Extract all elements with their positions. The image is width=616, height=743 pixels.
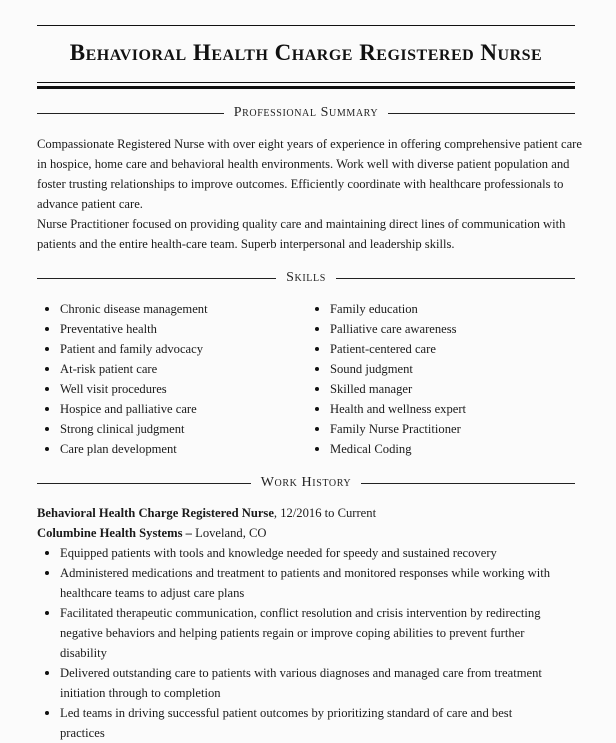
skill-item: Chronic disease management bbox=[37, 299, 307, 319]
summary-paragraph: Compassionate Registered Nurse with over eight years of experience in offering comprehensive patient care in hospice, home care and behavioral health environments. Work well with diverse patient population and foster trusting relationships to improve outcomes. Efficiently coordinate with healthcare professionals to advance patient care. bbox=[37, 137, 582, 211]
skills-list bbox=[37, 299, 575, 459]
heading-rule-left bbox=[37, 483, 251, 484]
skill-item: Family education bbox=[307, 299, 575, 319]
heading-rule-left bbox=[37, 113, 224, 114]
section-heading-skills bbox=[37, 268, 575, 288]
skills-column-right bbox=[307, 299, 575, 459]
skill-item: Skilled manager bbox=[307, 379, 575, 399]
job-company-line bbox=[37, 523, 582, 543]
job-entry bbox=[37, 503, 582, 743]
job-bullets bbox=[37, 543, 582, 743]
job-dates: , 12/2016 to Current bbox=[273, 506, 377, 520]
job-title-line bbox=[37, 503, 582, 523]
summary-paragraph: Nurse Practitioner focused on providing quality care and maintaining direct lines of communication with patients and the entire health-care team. Superb interpersonal and leadership skills. bbox=[37, 217, 566, 251]
job-bullet: Administered medications and treatment to patients and monitored responses while working with healthcare teams to adjust care plans bbox=[37, 563, 560, 603]
skill-item: Sound judgment bbox=[307, 359, 575, 379]
job-title: Behavioral Health Charge Registered Nurse bbox=[37, 506, 274, 520]
header-rule-thin bbox=[37, 82, 575, 83]
skill-item: Patient-centered care bbox=[307, 339, 575, 359]
skill-item: Strong clinical judgment bbox=[37, 419, 307, 439]
header-top-rule bbox=[37, 25, 575, 26]
skill-item: Patient and family advocacy bbox=[37, 339, 307, 359]
heading-rule-right bbox=[361, 483, 575, 484]
heading-rule-right bbox=[388, 113, 575, 114]
job-bullet: Facilitated therapeutic communication, conflict resolution and crisis intervention by redirecting negative behaviors and helping patients regain or improve coping abilities to prevent further disability bbox=[37, 603, 560, 663]
skill-item: Care plan development bbox=[37, 439, 307, 459]
heading-rule-left bbox=[37, 278, 276, 279]
skill-item: At-risk patient care bbox=[37, 359, 307, 379]
skill-item: Health and wellness expert bbox=[307, 399, 575, 419]
skill-item: Preventative health bbox=[37, 319, 307, 339]
skills-column-left bbox=[37, 299, 307, 459]
job-bullet: Delivered outstanding care to patients with various diagnoses and managed care from treatment initiation through to completion bbox=[37, 663, 560, 703]
skill-item: Palliative care awareness bbox=[307, 319, 575, 339]
section-title: Work History bbox=[260, 475, 352, 490]
skill-item: Family Nurse Practitioner bbox=[307, 419, 575, 439]
section-heading-summary bbox=[37, 103, 575, 123]
job-bullet: Equipped patients with tools and knowledge needed for speedy and sustained recovery bbox=[37, 543, 560, 563]
skill-item: Medical Coding bbox=[307, 439, 575, 459]
skill-item: Well visit procedures bbox=[37, 379, 307, 399]
section-heading-work-history bbox=[37, 473, 575, 493]
header-rule-thick bbox=[37, 86, 575, 89]
section-title: Professional Summary bbox=[233, 105, 379, 120]
resume-title: Behavioral Health Charge Registered Nurse bbox=[69, 40, 543, 65]
heading-rule-right bbox=[336, 278, 575, 279]
job-company: Columbine Health Systems – bbox=[37, 526, 192, 540]
job-location: Loveland, CO bbox=[191, 526, 267, 540]
summary-text bbox=[37, 134, 582, 254]
job-bullet: Led teams in driving successful patient outcomes by prioritizing standard of care and best practices bbox=[37, 703, 560, 743]
skill-item: Hospice and palliative care bbox=[37, 399, 307, 419]
section-title: Skills bbox=[286, 270, 326, 285]
